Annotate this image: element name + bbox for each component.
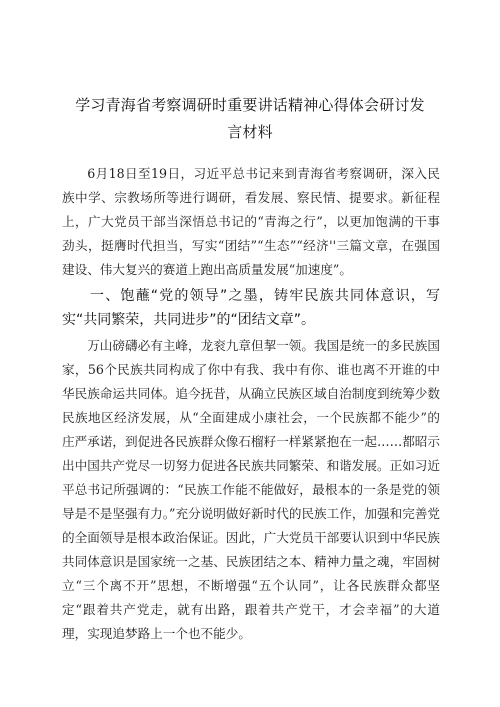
section-1-paragraph: 万山磅礴必有主峰，龙衮九章但挈一领。我国是统一的多民族国家，56个民族共同构成了你中有我、我中有你、谁也离不开谁的中华民族命运共同体。追今抚昔，从确立民族区域自治制度到统筹少数民族地区经济发展，从“全面建成小康社会，一个民族都不能少”的庄严承诺，到促进各民族群众像石榴籽一样紧紧抱在一起……都昭示出中国共产党尽一切努力促进各民族共同繁荣、和谐发展。正如习近平总书记所强调的：“民族工作能不能做好，最根本的一条是党的领导是不是坚强有力。”充分说明做好新时代的民族工作，加强和完善党的全面领导是根本政治保证。因此，广大党员干部要认识到中华民族共同体意识是国家统一之基、民族团结之本、精神力量之魂，牢固树立“三个离不开”思想，不断增强“五个认同”，让各民族群众都坚定“跟着共产党走，就有出路，跟着共产党干，才会幸福”的大道理，实现追梦路上一个也不能少。 — [62, 338, 440, 641]
title-line-1: 学习青海省考察调研时重要讲话精神心得体会研讨发 — [75, 96, 425, 114]
intro-paragraph: 6月18日至19日，习近平总书记来到青海省考察调研，深入民族中学、宗教场所等进行调研，看发展、察民情、提要求。新征程上，广大党员干部当深悟总书记的“青海之行”，以更加饱满的干事劲头，挺膺时代担当，写实“团结”“生态”“经济''三篇文章，在强国建设、伟大复兴的赛道上跑出高质量发展“加速度”。 — [62, 166, 440, 277]
document-title — [60, 92, 440, 146]
title-line-2: 言材料 — [227, 123, 273, 141]
section-heading-1: 一、饱蘸“党的领导”之墨，铸牢民族共同体意识，写实“共同繁荣，共同进步”的“团结文章”。 — [62, 288, 440, 328]
document-body — [62, 162, 440, 646]
